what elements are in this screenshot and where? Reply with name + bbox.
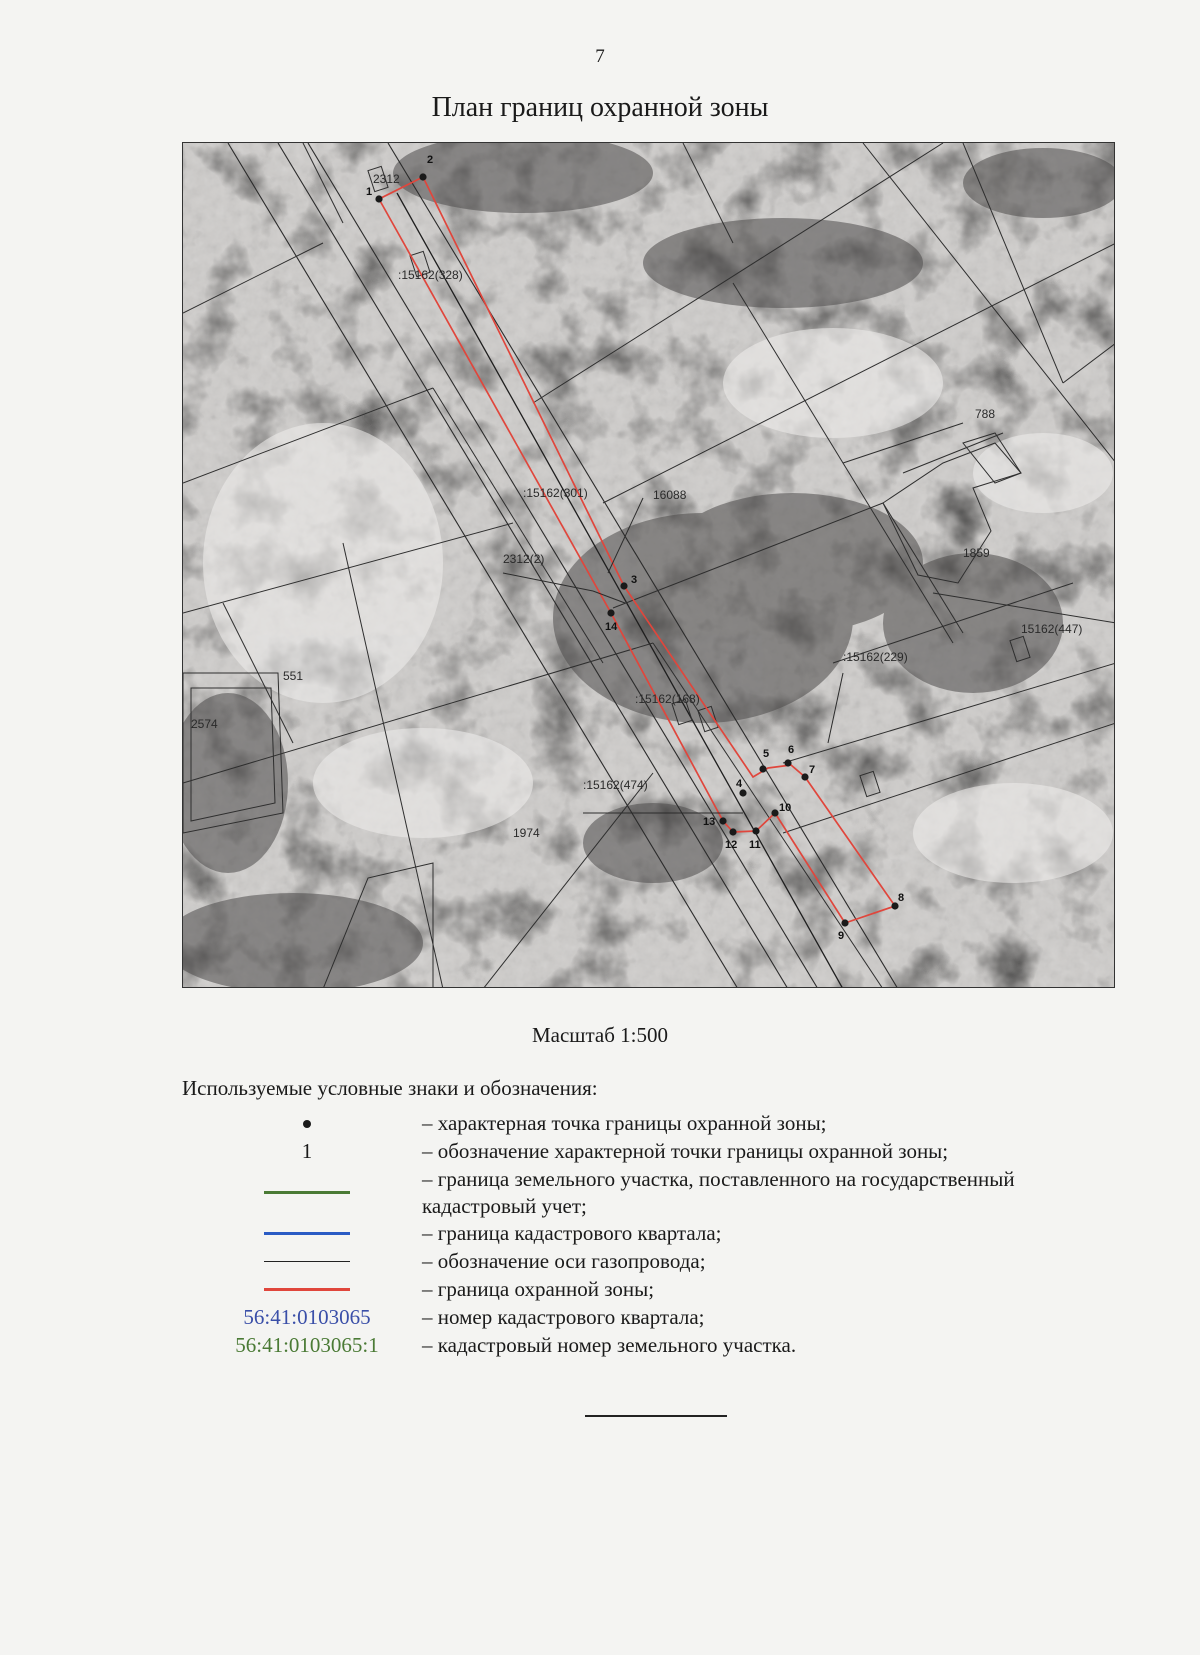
parcel-label: 551 [283, 669, 304, 683]
point-label: 14 [605, 621, 618, 633]
zone-point-5 [759, 765, 766, 772]
parcel-label: :15162(474) [583, 778, 648, 792]
boundary-plan-map [182, 142, 1115, 988]
green-line-icon [264, 1191, 350, 1194]
black-line-icon [264, 1261, 350, 1263]
legend-description: – граница охранной зоны; [422, 1277, 655, 1301]
red-line-icon [264, 1288, 350, 1291]
legend-row-parcel-number [182, 1332, 1132, 1359]
legend-row-point-number [182, 1138, 1132, 1165]
legend-description: – обозначение характерной точки границы охранной зоны; [422, 1139, 949, 1163]
legend-symbol [182, 1110, 432, 1137]
legend-description: – характерная точка границы охранной зоны; [422, 1111, 827, 1135]
zone-point-14 [607, 609, 614, 616]
legend-description: – граница земельного участка, поставленного на государственный кадастровый учет; [422, 1167, 1015, 1218]
zone-point-1 [375, 195, 382, 202]
parcel-label: 15162(447) [1021, 622, 1083, 636]
zone-point-4 [739, 789, 746, 796]
blue-line-icon [264, 1232, 350, 1235]
legend-row-protection-zone [182, 1276, 1132, 1303]
point-label: 6 [788, 744, 795, 756]
legend-symbol [182, 1179, 432, 1206]
zone-point-13 [719, 817, 726, 824]
point-label: 12 [725, 839, 738, 851]
point-label: 8 [898, 892, 905, 904]
legend-description: – обозначение оси газопровода; [422, 1249, 706, 1273]
parcel-label: 788 [975, 407, 996, 421]
parcel-label: 2312(2) [503, 552, 545, 566]
legend-row-point [182, 1110, 1132, 1137]
point-label: 11 [749, 839, 761, 851]
zone-point-7 [801, 773, 808, 780]
legend-symbol [182, 1220, 432, 1247]
page-title: План границ охранной зоны [431, 92, 769, 123]
zone-point-10 [771, 809, 778, 816]
point-label: 13 [703, 816, 716, 828]
page-number: 7 [595, 46, 605, 67]
parcel-label: 2312 [373, 172, 400, 186]
map-scale: Масштаб 1:500 [531, 1023, 668, 1047]
legend-symbol-text: 56:41:0103065 [243, 1305, 371, 1329]
point-label: 1 [366, 186, 373, 198]
point-label: 2 [427, 154, 434, 166]
legend-row-quarter-number [182, 1304, 1132, 1331]
map-svg [183, 143, 1115, 988]
legend-description: – номер кадастрового квартала; [422, 1305, 705, 1329]
point-label: 7 [809, 764, 816, 776]
legend-symbol [182, 1276, 432, 1303]
legend-row-quarter-boundary [182, 1220, 1132, 1247]
legend-row-gas-axis [182, 1248, 1132, 1275]
point-marker-icon [303, 1120, 311, 1128]
point-label: 4 [736, 778, 743, 790]
parcel-label: 1859 [963, 546, 990, 560]
zone-point-2 [419, 173, 426, 180]
legend-symbol [182, 1248, 432, 1275]
point-label: 5 [763, 748, 770, 760]
zone-point-3 [620, 582, 627, 589]
legend-symbol-text: 1 [301, 1139, 313, 1163]
zone-point-6 [784, 759, 791, 766]
parcel-label: :15162(229) [843, 650, 908, 664]
legend-description: – граница кадастрового квартала; [422, 1221, 722, 1245]
parcel-label: :15162(301) [523, 486, 588, 500]
zone-point-11 [752, 827, 759, 834]
parcel-label: :15162(328) [398, 268, 463, 282]
parcel-label: 16088 [653, 488, 687, 502]
legend-heading: Используемые условные знаки и обозначения: [182, 1076, 598, 1100]
zone-point-9 [841, 919, 848, 926]
legend-symbol-text: 56:41:0103065:1 [235, 1333, 379, 1357]
footer-divider [585, 1415, 727, 1417]
parcel-label: 2574 [191, 717, 218, 731]
point-label: 3 [631, 574, 638, 586]
parcel-label: :15162(168) [635, 692, 700, 706]
point-label: 9 [838, 930, 845, 942]
parcel-label: 1974 [513, 826, 540, 840]
zone-point-12 [729, 828, 736, 835]
point-label: 10 [779, 802, 792, 814]
legend-row-parcel-boundary [182, 1166, 1132, 1220]
legend-description: – кадастровый номер земельного участка. [422, 1333, 797, 1357]
